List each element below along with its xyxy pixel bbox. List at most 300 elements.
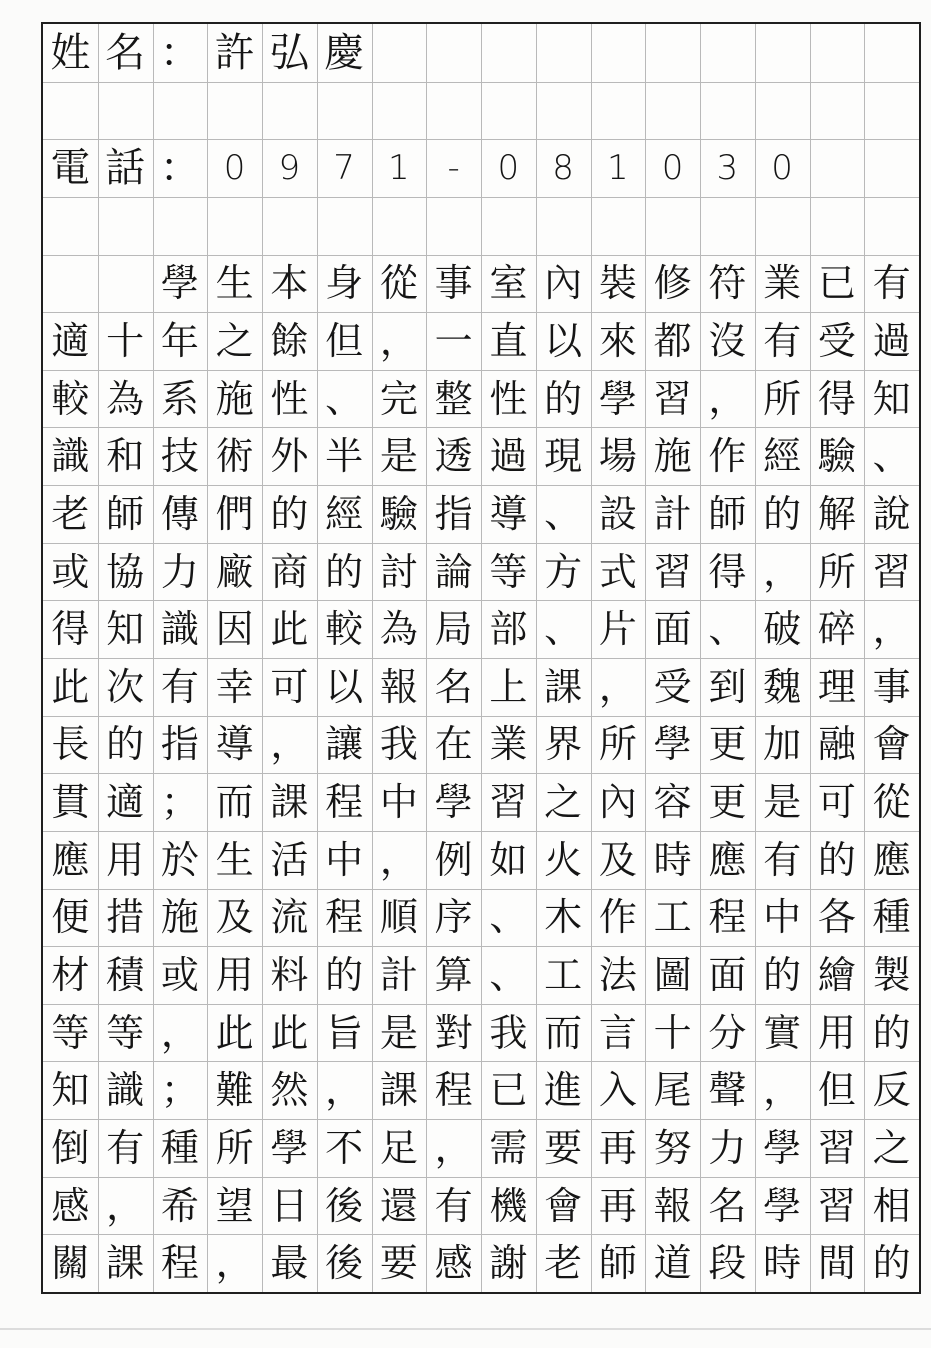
character-cell: 難 bbox=[215, 1068, 254, 1113]
character-cell: 計 bbox=[653, 491, 692, 536]
character-cell: 圖 bbox=[653, 952, 692, 997]
character-cell: 但 bbox=[817, 1068, 856, 1113]
character-cell: 面 bbox=[708, 952, 747, 997]
character-cell: 施 bbox=[215, 376, 254, 421]
character-cell: 9 bbox=[278, 148, 301, 189]
character-cell: 用 bbox=[106, 837, 145, 882]
character-cell: 更 bbox=[708, 780, 747, 825]
character-cell: ， bbox=[763, 1068, 802, 1113]
character-cell: 法 bbox=[598, 952, 637, 997]
character-cell: 例 bbox=[434, 837, 473, 882]
character-cell: 老 bbox=[51, 491, 90, 536]
character-cell: 課 bbox=[106, 1241, 145, 1286]
character-cell: 在 bbox=[434, 722, 473, 767]
character-cell: 學 bbox=[160, 261, 199, 306]
character-cell: 對 bbox=[434, 1010, 473, 1055]
character-cell: 得 bbox=[51, 607, 90, 652]
character-cell: 後 bbox=[325, 1183, 364, 1228]
grid-horizontal-line bbox=[43, 82, 919, 83]
character-cell: 再 bbox=[598, 1125, 637, 1170]
character-cell: 0 bbox=[771, 148, 793, 189]
character-cell: 應 bbox=[872, 837, 911, 882]
character-cell: 工 bbox=[653, 895, 692, 940]
character-cell: 的 bbox=[817, 837, 856, 882]
character-cell: 受 bbox=[817, 318, 856, 363]
character-cell: 廠 bbox=[215, 549, 254, 594]
character-cell: 而 bbox=[544, 1010, 583, 1055]
character-cell: 方 bbox=[544, 549, 583, 594]
character-cell: 內 bbox=[544, 261, 583, 306]
character-cell: 名 bbox=[434, 664, 473, 709]
character-cell: ； bbox=[160, 1068, 199, 1113]
character-cell: 性 bbox=[489, 376, 528, 421]
character-cell: 各 bbox=[817, 895, 856, 940]
character-cell: 謝 bbox=[489, 1241, 528, 1286]
character-cell: 需 bbox=[489, 1125, 528, 1170]
character-cell: 姓 bbox=[50, 29, 91, 76]
character-cell: ， bbox=[872, 607, 911, 652]
character-cell: 8 bbox=[552, 148, 574, 189]
character-cell: 不 bbox=[325, 1125, 364, 1170]
character-cell: 及 bbox=[598, 837, 637, 882]
character-cell: 容 bbox=[653, 780, 692, 825]
character-cell: ， bbox=[379, 318, 418, 363]
character-cell: 程 bbox=[708, 895, 747, 940]
character-cell: 直 bbox=[489, 318, 528, 363]
character-cell: 的 bbox=[763, 491, 802, 536]
character-cell: 術 bbox=[215, 434, 254, 479]
character-cell: 為 bbox=[379, 607, 418, 652]
character-cell: 識 bbox=[51, 434, 90, 479]
character-cell: 系 bbox=[160, 376, 199, 421]
character-cell: - bbox=[447, 148, 460, 189]
character-cell: 、 bbox=[544, 491, 583, 536]
character-cell: 貫 bbox=[51, 780, 90, 825]
character-cell: 所 bbox=[763, 376, 802, 421]
character-cell: 場 bbox=[598, 434, 637, 479]
character-cell: 習 bbox=[653, 376, 692, 421]
character-cell: 機 bbox=[489, 1183, 528, 1228]
character-cell: 電 bbox=[50, 145, 91, 192]
character-cell: 感 bbox=[51, 1183, 90, 1228]
character-cell: 施 bbox=[160, 895, 199, 940]
character-cell: 繪 bbox=[817, 952, 856, 997]
character-cell: 會 bbox=[544, 1183, 583, 1228]
character-cell: 到 bbox=[708, 664, 747, 709]
character-cell: 要 bbox=[379, 1241, 418, 1286]
character-cell: 生 bbox=[215, 261, 254, 306]
character-cell: 報 bbox=[379, 664, 418, 709]
character-cell: 整 bbox=[434, 376, 473, 421]
character-cell: 十 bbox=[106, 318, 145, 363]
character-cell: ， bbox=[106, 1183, 145, 1228]
character-cell: 再 bbox=[598, 1183, 637, 1228]
character-cell: 碎 bbox=[817, 607, 856, 652]
page-bottom-edge bbox=[0, 1328, 931, 1330]
character-cell: 還 bbox=[379, 1183, 418, 1228]
character-cell: 本 bbox=[270, 261, 309, 306]
character-cell: 外 bbox=[270, 434, 309, 479]
character-cell: 火 bbox=[544, 837, 583, 882]
character-cell: 的 bbox=[325, 952, 364, 997]
character-cell: 較 bbox=[51, 376, 90, 421]
character-cell: 用 bbox=[817, 1010, 856, 1055]
character-cell: ： bbox=[159, 29, 200, 76]
character-cell: 事 bbox=[872, 664, 911, 709]
character-cell: 指 bbox=[434, 491, 473, 536]
character-cell: 順 bbox=[379, 895, 418, 940]
character-cell: 從 bbox=[872, 780, 911, 825]
character-cell: 是 bbox=[379, 434, 418, 479]
character-cell: ， bbox=[434, 1125, 473, 1170]
character-cell: 讓 bbox=[325, 722, 364, 767]
character-cell: 此 bbox=[51, 664, 90, 709]
character-cell: 許 bbox=[214, 29, 255, 76]
character-cell: 序 bbox=[434, 895, 473, 940]
character-cell: 料 bbox=[270, 952, 309, 997]
character-cell: 希 bbox=[160, 1183, 199, 1228]
character-cell: 0 bbox=[497, 148, 520, 189]
character-cell: 後 bbox=[325, 1241, 364, 1286]
character-cell: 感 bbox=[434, 1241, 473, 1286]
character-cell: 反 bbox=[872, 1068, 911, 1113]
character-cell: ： bbox=[159, 145, 200, 192]
character-cell: 裝 bbox=[598, 261, 637, 306]
character-cell: 要 bbox=[544, 1125, 583, 1170]
character-cell: 內 bbox=[598, 780, 637, 825]
character-cell: 生 bbox=[215, 837, 254, 882]
character-cell: 中 bbox=[763, 895, 802, 940]
character-cell: 適 bbox=[106, 780, 145, 825]
character-cell: 可 bbox=[270, 664, 309, 709]
character-cell: 業 bbox=[763, 261, 802, 306]
character-cell: 學 bbox=[763, 1125, 802, 1170]
character-cell: 而 bbox=[215, 780, 254, 825]
character-cell: 老 bbox=[544, 1241, 583, 1286]
character-cell: 力 bbox=[160, 549, 199, 594]
character-cell: 應 bbox=[708, 837, 747, 882]
character-cell: ， bbox=[160, 1010, 199, 1055]
character-cell: 慶 bbox=[324, 29, 365, 76]
character-cell: ， bbox=[215, 1241, 254, 1286]
character-cell: ， bbox=[379, 837, 418, 882]
character-cell: 因 bbox=[215, 607, 254, 652]
character-cell: 言 bbox=[598, 1010, 637, 1055]
character-cell: 會 bbox=[872, 722, 911, 767]
grid-horizontal-line bbox=[43, 197, 919, 198]
character-cell: 可 bbox=[817, 780, 856, 825]
character-cell: 的 bbox=[325, 549, 364, 594]
character-cell: 的 bbox=[544, 376, 583, 421]
character-cell: ， bbox=[763, 549, 802, 594]
character-cell: 經 bbox=[763, 434, 802, 479]
character-cell: 有 bbox=[763, 318, 802, 363]
character-cell: 學 bbox=[763, 1183, 802, 1228]
character-cell: 1 bbox=[388, 148, 410, 189]
character-cell: 望 bbox=[215, 1183, 254, 1228]
character-cell: 事 bbox=[434, 261, 473, 306]
character-cell: 所 bbox=[817, 549, 856, 594]
character-cell: 餘 bbox=[270, 318, 309, 363]
character-cell: 得 bbox=[708, 549, 747, 594]
character-cell: 入 bbox=[598, 1068, 637, 1113]
character-cell: 等 bbox=[489, 549, 528, 594]
character-cell: 知 bbox=[106, 607, 145, 652]
character-cell: 論 bbox=[434, 549, 473, 594]
character-cell: 適 bbox=[51, 318, 90, 363]
character-cell: 識 bbox=[106, 1068, 145, 1113]
character-cell: 的 bbox=[872, 1241, 911, 1286]
character-cell: 力 bbox=[708, 1125, 747, 1170]
character-cell: 作 bbox=[708, 434, 747, 479]
character-cell: 有 bbox=[763, 837, 802, 882]
character-cell: 有 bbox=[106, 1125, 145, 1170]
character-cell: 過 bbox=[872, 318, 911, 363]
character-cell: 設 bbox=[598, 491, 637, 536]
character-cell: 或 bbox=[160, 952, 199, 997]
character-cell: 積 bbox=[106, 952, 145, 997]
character-cell: 已 bbox=[817, 261, 856, 306]
character-cell: 用 bbox=[215, 952, 254, 997]
character-cell: 室 bbox=[489, 261, 528, 306]
character-cell: 然 bbox=[270, 1068, 309, 1113]
character-cell: 、 bbox=[708, 607, 747, 652]
character-cell: 課 bbox=[270, 780, 309, 825]
character-cell: 導 bbox=[489, 491, 528, 536]
character-cell: 應 bbox=[51, 837, 90, 882]
character-cell: 施 bbox=[653, 434, 692, 479]
character-cell: 驗 bbox=[379, 491, 418, 536]
character-cell: 活 bbox=[270, 837, 309, 882]
character-cell: ， bbox=[598, 664, 637, 709]
character-cell: 的 bbox=[872, 1010, 911, 1055]
character-cell: 討 bbox=[379, 549, 418, 594]
character-cell: 但 bbox=[325, 318, 364, 363]
character-cell: 或 bbox=[51, 549, 90, 594]
character-cell: 次 bbox=[106, 664, 145, 709]
character-cell: 段 bbox=[708, 1241, 747, 1286]
character-cell: 所 bbox=[215, 1125, 254, 1170]
character-cell: 有 bbox=[434, 1183, 473, 1228]
character-cell: 材 bbox=[51, 952, 90, 997]
character-cell: 的 bbox=[106, 722, 145, 767]
character-cell: 作 bbox=[598, 895, 637, 940]
character-cell: 學 bbox=[270, 1125, 309, 1170]
character-cell: 透 bbox=[434, 434, 473, 479]
character-cell: 身 bbox=[325, 261, 364, 306]
character-cell: 於 bbox=[160, 837, 199, 882]
character-cell: 、 bbox=[489, 952, 528, 997]
character-cell: 習 bbox=[653, 549, 692, 594]
character-cell: 破 bbox=[763, 607, 802, 652]
character-cell: 十 bbox=[653, 1010, 692, 1055]
character-cell: 的 bbox=[763, 952, 802, 997]
character-cell: 0 bbox=[223, 148, 246, 189]
character-cell: 、 bbox=[489, 895, 528, 940]
character-cell: 弘 bbox=[269, 29, 310, 76]
character-cell: 半 bbox=[325, 434, 364, 479]
character-cell: 更 bbox=[708, 722, 747, 767]
character-cell: 已 bbox=[489, 1068, 528, 1113]
character-cell: ， bbox=[270, 722, 309, 767]
character-cell: 我 bbox=[379, 722, 418, 767]
character-cell: 知 bbox=[51, 1068, 90, 1113]
character-cell: 尾 bbox=[653, 1068, 692, 1113]
character-cell: 的 bbox=[270, 491, 309, 536]
character-cell: 驗 bbox=[817, 434, 856, 479]
character-cell: 之 bbox=[215, 318, 254, 363]
character-cell: 是 bbox=[379, 1010, 418, 1055]
character-cell: 、 bbox=[544, 607, 583, 652]
character-cell: 理 bbox=[817, 664, 856, 709]
character-cell: 計 bbox=[379, 952, 418, 997]
character-cell: 商 bbox=[270, 549, 309, 594]
character-cell: 之 bbox=[872, 1125, 911, 1170]
character-cell: 習 bbox=[817, 1125, 856, 1170]
manuscript-sheet bbox=[41, 22, 921, 1294]
character-cell: 都 bbox=[653, 318, 692, 363]
character-cell: 魏 bbox=[763, 664, 802, 709]
character-cell: 較 bbox=[325, 607, 364, 652]
character-cell: 以 bbox=[325, 664, 364, 709]
character-cell: 長 bbox=[51, 722, 90, 767]
character-cell: 面 bbox=[653, 607, 692, 652]
character-cell: 識 bbox=[160, 607, 199, 652]
character-cell: 最 bbox=[270, 1241, 309, 1286]
character-cell: 時 bbox=[653, 837, 692, 882]
character-cell: 聲 bbox=[708, 1068, 747, 1113]
character-cell: 指 bbox=[160, 722, 199, 767]
character-cell: 程 bbox=[325, 780, 364, 825]
character-cell: 此 bbox=[270, 607, 309, 652]
character-cell: 便 bbox=[51, 895, 90, 940]
character-cell: 等 bbox=[106, 1010, 145, 1055]
character-cell: 程 bbox=[160, 1241, 199, 1286]
character-cell: 木 bbox=[544, 895, 583, 940]
character-cell: 說 bbox=[872, 491, 911, 536]
character-cell: 分 bbox=[708, 1010, 747, 1055]
character-cell: 等 bbox=[51, 1010, 90, 1055]
character-cell: 關 bbox=[51, 1241, 90, 1286]
character-cell: 修 bbox=[653, 261, 692, 306]
character-cell: 技 bbox=[160, 434, 199, 479]
character-cell: 報 bbox=[653, 1183, 692, 1228]
character-cell: 如 bbox=[489, 837, 528, 882]
character-cell: 年 bbox=[160, 318, 199, 363]
character-cell: 性 bbox=[270, 376, 309, 421]
character-cell: 我 bbox=[489, 1010, 528, 1055]
character-cell: 師 bbox=[106, 491, 145, 536]
character-cell: 有 bbox=[160, 664, 199, 709]
character-cell: 此 bbox=[215, 1010, 254, 1055]
character-cell: 過 bbox=[489, 434, 528, 479]
character-cell: 得 bbox=[817, 376, 856, 421]
character-cell: 和 bbox=[106, 434, 145, 479]
character-cell: 沒 bbox=[708, 318, 747, 363]
character-cell: 師 bbox=[598, 1241, 637, 1286]
character-cell: 現 bbox=[544, 434, 583, 479]
character-cell: 程 bbox=[325, 895, 364, 940]
character-cell: 習 bbox=[489, 780, 528, 825]
character-cell: 習 bbox=[817, 1183, 856, 1228]
character-cell: 程 bbox=[434, 1068, 473, 1113]
character-cell: 融 bbox=[817, 722, 856, 767]
character-cell: 進 bbox=[544, 1068, 583, 1113]
character-cell: 中 bbox=[325, 837, 364, 882]
character-cell: 片 bbox=[598, 607, 637, 652]
character-cell: 學 bbox=[598, 376, 637, 421]
character-cell: 學 bbox=[434, 780, 473, 825]
character-cell: 名 bbox=[708, 1183, 747, 1228]
character-cell: 努 bbox=[653, 1125, 692, 1170]
character-cell: 倒 bbox=[51, 1125, 90, 1170]
character-cell: 局 bbox=[434, 607, 473, 652]
character-cell: 界 bbox=[544, 722, 583, 767]
character-cell: 傳 bbox=[160, 491, 199, 536]
character-cell: 師 bbox=[708, 491, 747, 536]
character-cell: 工 bbox=[544, 952, 583, 997]
character-cell: 經 bbox=[325, 491, 364, 536]
character-cell: 學 bbox=[653, 722, 692, 767]
character-cell: 部 bbox=[489, 607, 528, 652]
character-cell: 來 bbox=[598, 318, 637, 363]
character-cell: 日 bbox=[270, 1183, 309, 1228]
character-cell: ， bbox=[708, 376, 747, 421]
character-cell: ； bbox=[160, 780, 199, 825]
character-cell: 習 bbox=[872, 549, 911, 594]
character-cell: 中 bbox=[379, 780, 418, 825]
character-cell: 完 bbox=[379, 376, 418, 421]
character-cell: 流 bbox=[270, 895, 309, 940]
character-cell: 是 bbox=[763, 780, 802, 825]
character-cell: 有 bbox=[872, 261, 911, 306]
character-cell: 從 bbox=[379, 261, 418, 306]
character-cell: 道 bbox=[653, 1241, 692, 1286]
character-cell: 時 bbox=[763, 1241, 802, 1286]
character-cell: 協 bbox=[106, 549, 145, 594]
character-cell: 加 bbox=[763, 722, 802, 767]
character-cell: 名 bbox=[105, 29, 146, 76]
character-cell: 為 bbox=[106, 376, 145, 421]
character-cell: 課 bbox=[379, 1068, 418, 1113]
character-cell: 7 bbox=[333, 148, 355, 189]
character-cell: 算 bbox=[434, 952, 473, 997]
character-cell: 措 bbox=[106, 895, 145, 940]
character-cell: 之 bbox=[544, 780, 583, 825]
character-cell: 製 bbox=[872, 952, 911, 997]
character-cell: 式 bbox=[598, 549, 637, 594]
character-cell: 課 bbox=[544, 664, 583, 709]
character-cell: 導 bbox=[215, 722, 254, 767]
character-cell: 一 bbox=[434, 318, 473, 363]
character-cell: 話 bbox=[105, 145, 146, 192]
character-cell: 相 bbox=[872, 1183, 911, 1228]
character-cell: 、 bbox=[325, 376, 364, 421]
character-cell: 及 bbox=[215, 895, 254, 940]
character-cell: 們 bbox=[215, 491, 254, 536]
character-cell: 受 bbox=[653, 664, 692, 709]
character-cell: 種 bbox=[160, 1125, 199, 1170]
character-cell: 旨 bbox=[325, 1010, 364, 1055]
character-cell: 知 bbox=[872, 376, 911, 421]
character-cell: 0 bbox=[661, 148, 684, 189]
character-cell: 幸 bbox=[215, 664, 254, 709]
character-cell: 足 bbox=[379, 1125, 418, 1170]
character-cell: 、 bbox=[872, 434, 911, 479]
character-cell: 以 bbox=[544, 318, 583, 363]
character-cell: 實 bbox=[763, 1010, 802, 1055]
character-cell: 解 bbox=[817, 491, 856, 536]
